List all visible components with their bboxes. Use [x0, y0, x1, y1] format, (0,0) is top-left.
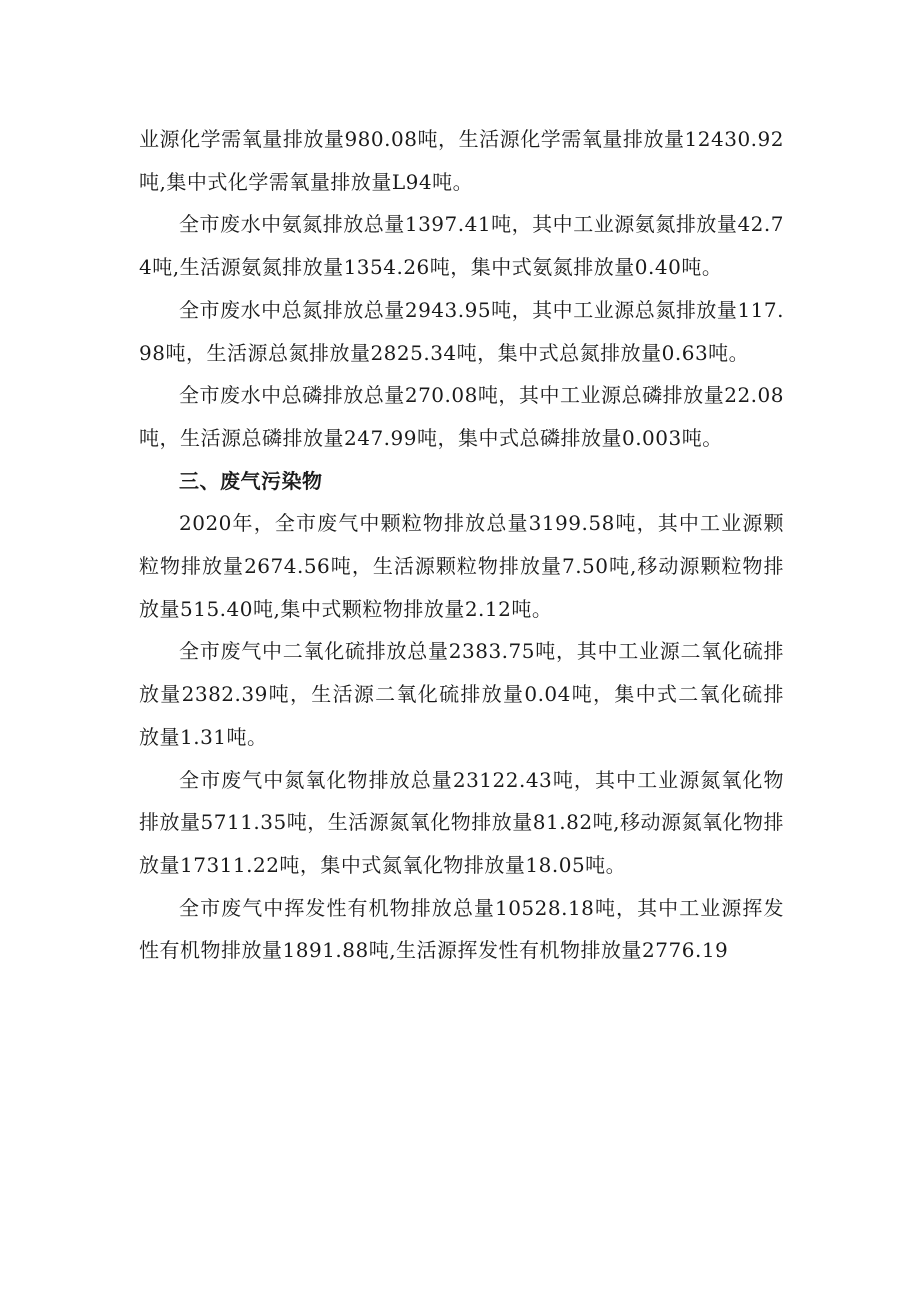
paragraph-ammonia-nitrogen: 全市废水中氨氮排放总量1397.41吨，其中工业源氨氮排放量42.74吨,生活源氨氮排放量1354.26吨，集中式氨氮排放量0.40吨。 [139, 212, 784, 280]
section-heading-air-pollutants: 三、废气污染物 [179, 468, 323, 493]
paragraph-nitrogen-oxides: 全市废气中氮氧化物排放总量23122.43吨，其中工业源氮氧化物排放量5711.35吨，生活源氮氧化物排放量81.82吨,移动源氮氧化物排放量17311.22吨，集中式氮氧化物排放量18.05吨。 [139, 767, 784, 877]
document-body [139, 118, 784, 972]
paragraph-particulate: 2020年，全市废气中颗粒物排放总量3199.58吨，其中工业源颗粒物排放量2674.56吨，生活源颗粒物排放量7.50吨,移动源颗粒物排放量515.40吨,集中式颗粒物排放量2.12吨。 [139, 511, 784, 621]
paragraph-cod-continued: 业源化学需氧量排放量980.08吨，生活源化学需氧量排放量12430.92吨,集中式化学需氧量排放量L94吨。 [139, 127, 784, 194]
paragraph-total-phosphorus: 全市废水中总磷排放总量270.08吨，其中工业源总磷排放量22.08吨，生活源总磷排放量247.99吨，集中式总磷排放量0.003吨。 [139, 383, 784, 450]
paragraph-sulfur-dioxide: 全市废气中二氧化硫排放总量2383.75吨，其中工业源二氧化硫排放量2382.39吨，生活源二氧化硫排放量0.04吨，集中式二氧化硫排放量1.31吨。 [139, 639, 784, 749]
paragraph-vocs: 全市废气中挥发性有机物排放总量10528.18吨，其中工业源挥发性有机物排放量1891.88吨,生活源挥发性有机物排放量2776.19 [139, 895, 784, 963]
paragraph-total-nitrogen: 全市废水中总氮排放总量2943.95吨，其中工业源总氮排放量117.98吨，生活源总氮排放量2825.34吨，集中式总氮排放量0.63吨。 [139, 297, 784, 365]
